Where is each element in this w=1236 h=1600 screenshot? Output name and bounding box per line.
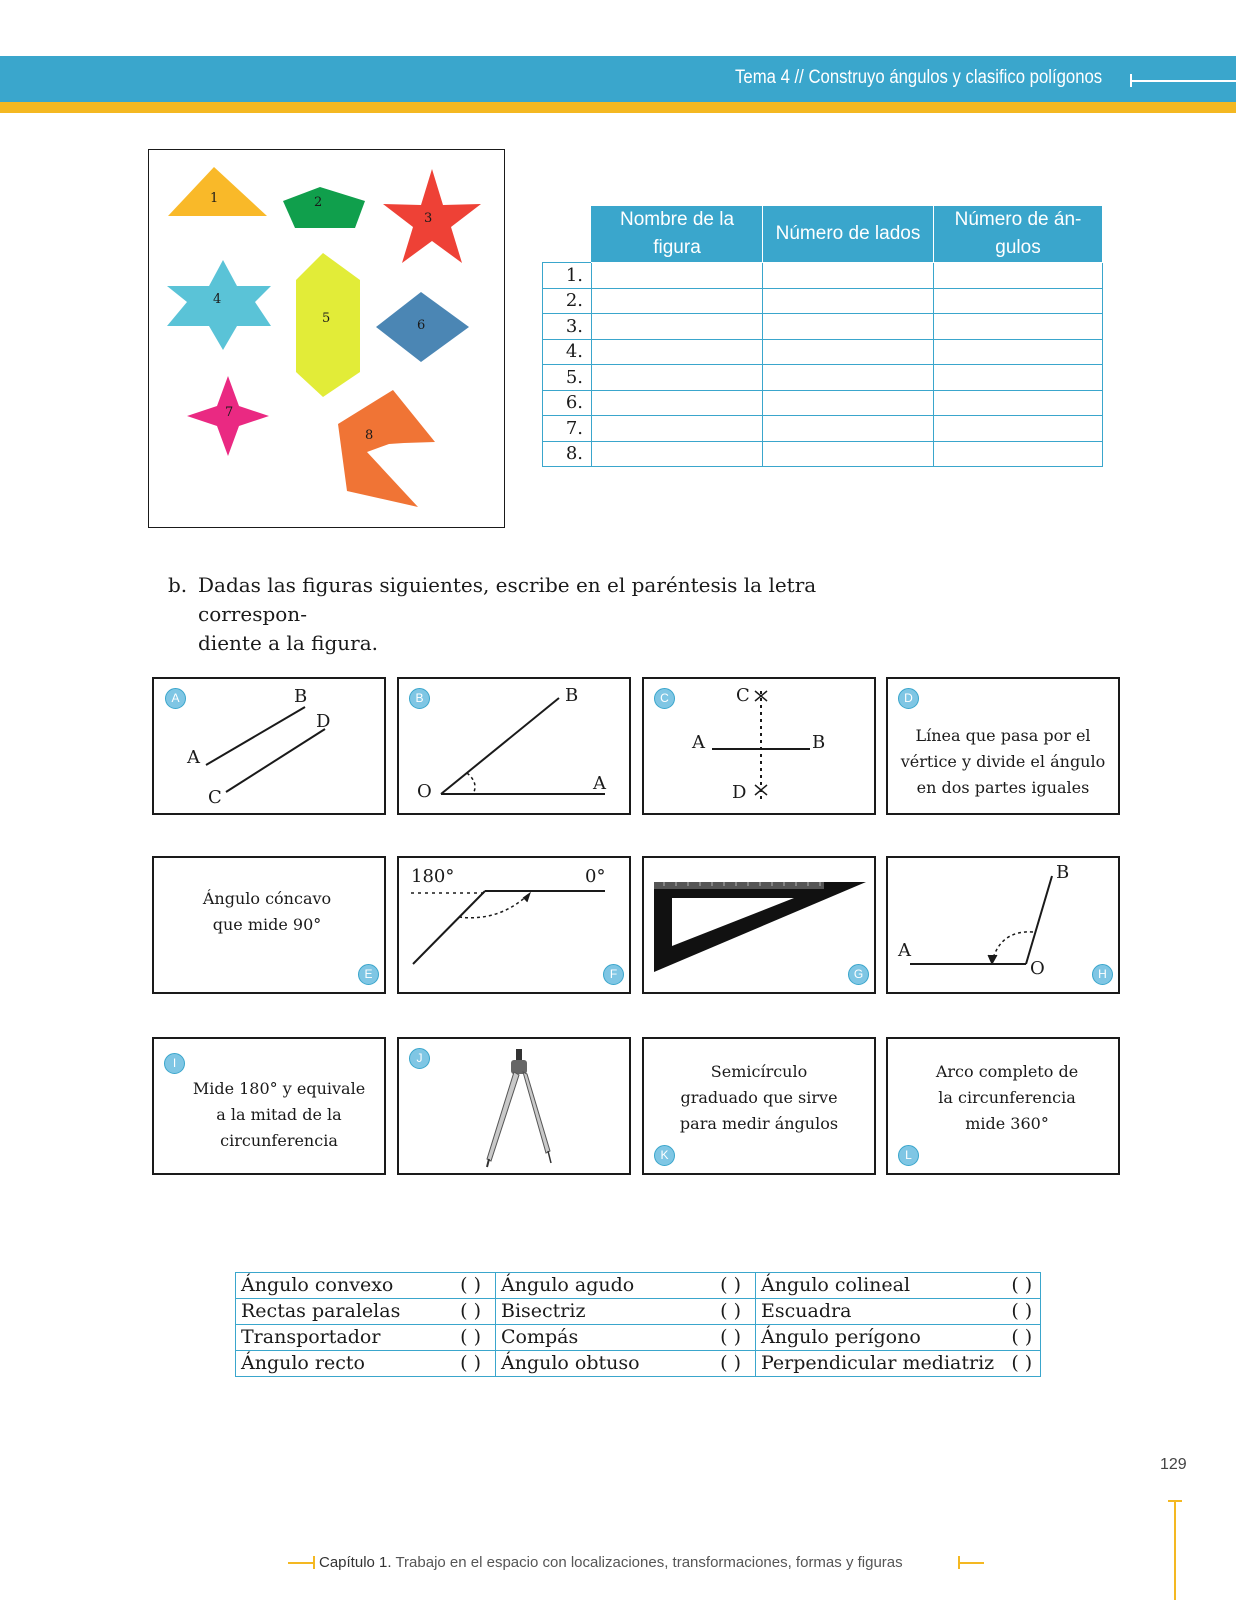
answer-cell[interactable] xyxy=(934,441,1103,467)
badge-c: C xyxy=(654,688,675,709)
figure-8-concave xyxy=(338,390,435,507)
answer-cell[interactable] xyxy=(934,390,1103,416)
header-accent-stripe xyxy=(0,102,1236,113)
card-a-parallel-lines xyxy=(152,677,386,815)
figure-label-8: 8 xyxy=(365,428,374,443)
answer-cell[interactable] xyxy=(934,288,1103,314)
column-header-name: Nombre de la figura xyxy=(592,206,763,263)
badge-k: K xyxy=(654,1145,675,1166)
figure-label-1: 1 xyxy=(210,191,219,206)
answer-blank[interactable]: ( ) xyxy=(426,1299,496,1325)
answer-blank[interactable]: ( ) xyxy=(686,1273,756,1299)
answer-cell[interactable] xyxy=(763,339,934,365)
parallel-lines-diagram xyxy=(154,679,388,817)
card-j-compass xyxy=(397,1037,631,1175)
figure-label-5: 5 xyxy=(322,311,331,326)
label-b: B xyxy=(565,685,579,706)
answer-cell[interactable] xyxy=(592,339,763,365)
answer-cell[interactable] xyxy=(934,314,1103,340)
footer-vertical-line xyxy=(1174,1500,1176,1600)
polygon-figures xyxy=(149,150,506,529)
table-row: Ángulo convexo ( ) Ángulo agudo ( ) Ángulo colineal ( ) xyxy=(236,1273,1041,1299)
label-c: C xyxy=(736,685,750,706)
answer-cell[interactable] xyxy=(592,441,763,467)
label-a: A xyxy=(593,773,606,794)
answer-blank[interactable]: ( ) xyxy=(686,1299,756,1325)
label-c: C xyxy=(208,787,222,808)
label-d: D xyxy=(732,782,747,803)
table-row: 7. xyxy=(543,416,1103,442)
table-row: 5. xyxy=(543,365,1103,391)
figure-label-2: 2 xyxy=(314,195,323,210)
answer-blank[interactable]: ( ) xyxy=(999,1351,1041,1377)
answer-blank[interactable]: ( ) xyxy=(426,1273,496,1299)
card-k-text: Semicírculo graduado que sirve para medir ángulos xyxy=(679,1062,839,1133)
badge-f: F xyxy=(603,964,624,985)
table-row: Rectas paralelas ( ) Bisectriz ( ) Escuadra ( ) xyxy=(236,1299,1041,1325)
chapter-footer: Capítulo 1. Trabajo en el espacio con localizaciones, transformaciones, formas y figuras xyxy=(319,1554,903,1571)
label-180: 180° xyxy=(411,866,455,887)
figure-label-7: 7 xyxy=(225,405,234,420)
figure-label-6: 6 xyxy=(417,318,426,333)
table-row: 3. xyxy=(543,314,1103,340)
badge-e: E xyxy=(358,964,379,985)
header-line xyxy=(1130,80,1236,82)
answer-blank[interactable]: ( ) xyxy=(686,1325,756,1351)
table-row: 1. xyxy=(543,263,1103,289)
table-row: Ángulo recto ( ) Ángulo obtuso ( ) Perpendicular mediatriz ( ) xyxy=(236,1351,1041,1377)
label-a: A xyxy=(187,747,200,768)
answer-blank[interactable]: ( ) xyxy=(686,1351,756,1377)
badge-h: H xyxy=(1092,964,1113,985)
card-f-obtuse-angle xyxy=(397,856,631,994)
footer-tick-left xyxy=(313,1556,315,1569)
footer-line-right xyxy=(958,1562,984,1564)
label-b: B xyxy=(294,686,308,707)
answer-cell[interactable] xyxy=(592,314,763,340)
figure-2-pentagon xyxy=(283,187,365,228)
badge-a: A xyxy=(165,688,186,709)
perpendicular-bisector-diagram xyxy=(644,679,878,817)
footer-line-left xyxy=(288,1562,314,1564)
answer-cell[interactable] xyxy=(934,365,1103,391)
column-header-angles: Número de án- gulos xyxy=(934,206,1103,263)
answer-cell[interactable] xyxy=(763,288,934,314)
label-0: 0° xyxy=(585,866,606,887)
compass-icon xyxy=(399,1039,633,1177)
table-row: Transportador ( ) Compás ( ) Ángulo perígono ( ) xyxy=(236,1325,1041,1351)
label-b: B xyxy=(1056,862,1070,883)
card-l-text: Arco completo de la circunferencia mide 360° xyxy=(935,1062,1079,1133)
card-h-angle-aob xyxy=(886,856,1120,994)
instruction-text: Dadas las figuras siguientes, escribe en el paréntesis la letra correspon- diente a la figura. xyxy=(198,573,817,655)
answers-table xyxy=(235,1272,1041,1377)
badge-j: J xyxy=(409,1048,430,1069)
header-title: Tema 4 // Construyo ángulos y clasifico polígonos xyxy=(734,67,1102,88)
card-l-definition xyxy=(886,1037,1120,1175)
label-b: B xyxy=(812,732,826,753)
card-e-definition xyxy=(152,856,386,994)
card-d-bisector-definition xyxy=(886,677,1120,815)
label-d: D xyxy=(316,711,331,732)
answer-cell[interactable] xyxy=(592,365,763,391)
card-i-text: Mide 180° y equivale a la mitad de la circunferencia xyxy=(192,1079,366,1150)
answer-cell[interactable] xyxy=(763,263,934,289)
answer-cell[interactable] xyxy=(592,263,763,289)
badge-d: D xyxy=(898,688,919,709)
label-a: A xyxy=(898,940,911,961)
column-header-sides: Número de lados xyxy=(763,206,934,263)
answer-cell[interactable] xyxy=(934,339,1103,365)
card-e-text: Ángulo cóncavo que mide 90° xyxy=(202,889,332,934)
instruction-letter: b. xyxy=(168,573,188,597)
label-o: O xyxy=(417,781,432,802)
answer-cell[interactable] xyxy=(592,288,763,314)
card-k-definition xyxy=(642,1037,876,1175)
answer-blank[interactable]: ( ) xyxy=(426,1351,496,1377)
shapes-table xyxy=(542,205,1103,467)
label-a: A xyxy=(692,732,705,753)
answer-cell[interactable] xyxy=(592,416,763,442)
label-o: O xyxy=(1030,958,1045,979)
answer-blank[interactable]: ( ) xyxy=(426,1325,496,1351)
answer-blank[interactable]: ( ) xyxy=(999,1273,1041,1299)
card-b-acute-angle xyxy=(397,677,631,815)
answer-blank[interactable]: ( ) xyxy=(999,1325,1041,1351)
answer-cell[interactable] xyxy=(934,263,1103,289)
angle-aob-diagram xyxy=(888,858,1122,996)
answer-cell[interactable] xyxy=(763,390,934,416)
footer-tick-right xyxy=(958,1556,960,1569)
card-i-definition xyxy=(152,1037,386,1175)
table-row: 2. xyxy=(543,288,1103,314)
answer-cell[interactable] xyxy=(763,441,934,467)
card-d-text: Línea que pasa por el vértice y divide el ángulo en dos partes iguales xyxy=(900,726,1106,797)
badge-g: G xyxy=(848,964,869,985)
answer-cell[interactable] xyxy=(763,416,934,442)
answer-cell[interactable] xyxy=(592,390,763,416)
card-c-perpendicular-bisector xyxy=(642,677,876,815)
acute-angle-diagram xyxy=(399,679,633,817)
answer-cell[interactable] xyxy=(934,416,1103,442)
shapes-table-header-row xyxy=(543,206,1103,263)
table-row: 4. xyxy=(543,339,1103,365)
badge-l: L xyxy=(898,1145,919,1166)
polygon-figures-box xyxy=(148,149,505,528)
answer-blank[interactable]: ( ) xyxy=(999,1299,1041,1325)
set-square-icon xyxy=(644,858,878,996)
figure-label-4: 4 xyxy=(213,292,222,307)
answer-cell[interactable] xyxy=(763,365,934,391)
card-g-set-square xyxy=(642,856,876,994)
answer-cell[interactable] xyxy=(763,314,934,340)
badge-i: I xyxy=(164,1053,185,1074)
badge-b: B xyxy=(409,688,430,709)
figure-label-3: 3 xyxy=(424,211,433,226)
page-number: 129 xyxy=(1160,1456,1187,1473)
table-row: 8. xyxy=(543,441,1103,467)
obtuse-angle-diagram xyxy=(399,858,633,996)
table-row: 6. xyxy=(543,390,1103,416)
